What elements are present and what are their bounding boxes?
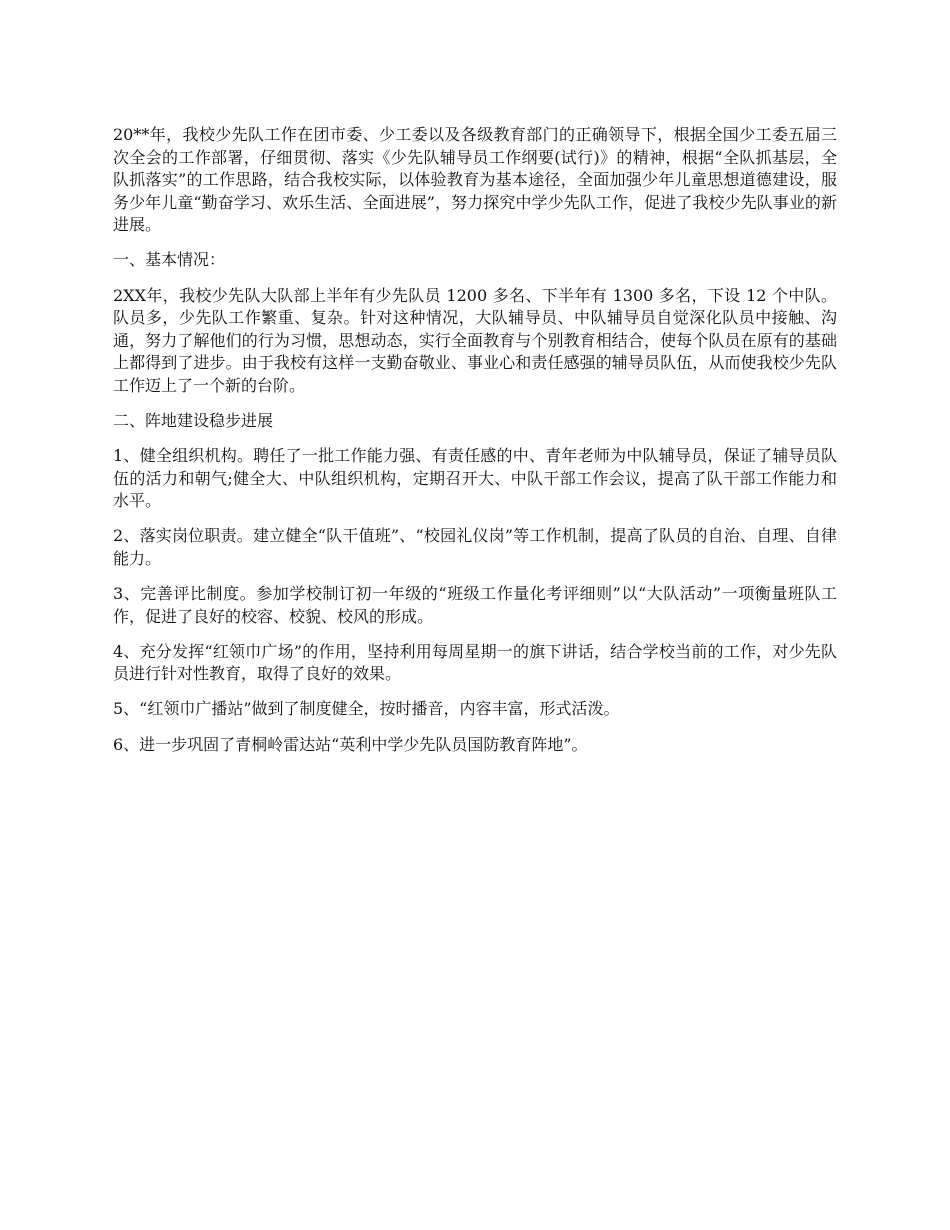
list-item: 4、充分发挥“红领巾广场”的作用，坚持利用每周星期一的旗下讲话，结合学校当前的工作，对少先队员进行针对性教育，取得了良好的效果。 xyxy=(113,641,837,684)
document-page xyxy=(113,124,837,769)
list-item: 6、进一步巩固了青桐岭雷达站“英利中学少先队员国防教育阵地”。 xyxy=(113,734,588,754)
intro-paragraph: 20**年，我校少先队工作在团市委、少工委以及各级教育部门的正确领导下，根据全国少工委五届三次全会的工作部署，仔细贯彻、落实《少先队辅导员工作纲要(试行)》的精神，根据“全队抓基层，全队抓落实”的工作思路，结合我校实际，以体验教育为基本途径，全面加强少年儿童思想道德建设，服务少年儿童“勤奋学习、欢乐生活、全面进展”，努力探究中学少先队工作，促进了我校少先队事业的新进展。 xyxy=(113,125,837,235)
list-item: 2、落实岗位职责。建立健全“队干值班”、“校园礼仪岗”等工作机制，提高了队员的自治、自理、自律能力。 xyxy=(113,526,837,568)
basic-situation-paragraph: 2XX年，我校少先队大队部上半年有少先队员 1200 多名、下半年有 1300 多名，下设 12 个中队。队员多，少先队工作繁重、复杂。针对这种情况，大队辅导员、中队辅导员自觉深化队员中接触、沟通，努力了解他们的行为习惯，思想动态，实行全面教育与个别教育相结合，使每个队员在原有的基础上都得到了进步。由于我校有这样一支勤奋敬业、事业心和责任感强的辅导员队伍，从而使我校少先队工作迈上了一个新的台阶。 xyxy=(113,285,837,395)
list-item: 1、健全组织机构。聘任了一批工作能力强、有责任感的中、青年老师为中队辅导员，保证了辅导员队伍的活力和朝气;健全大、中队组织机构，定期召开大、中队干部工作会议，提高了队干部工作能力和水平。 xyxy=(113,446,837,511)
section-heading-position-building: 二、阵地建设稳步进展 xyxy=(113,411,274,431)
section-heading-basic-situation: 一、基本情况： xyxy=(113,250,226,270)
list-item: 5、“红领巾广播站”做到了制度健全，按时播音，内容丰富，形式活泼。 xyxy=(113,699,620,719)
list-item: 3、完善评比制度。参加学校制订初一年级的“班级工作量化考评细则”以“大队活动”一项衡量班队工作，促进了良好的校容、校貌、校风的形成。 xyxy=(113,584,837,626)
